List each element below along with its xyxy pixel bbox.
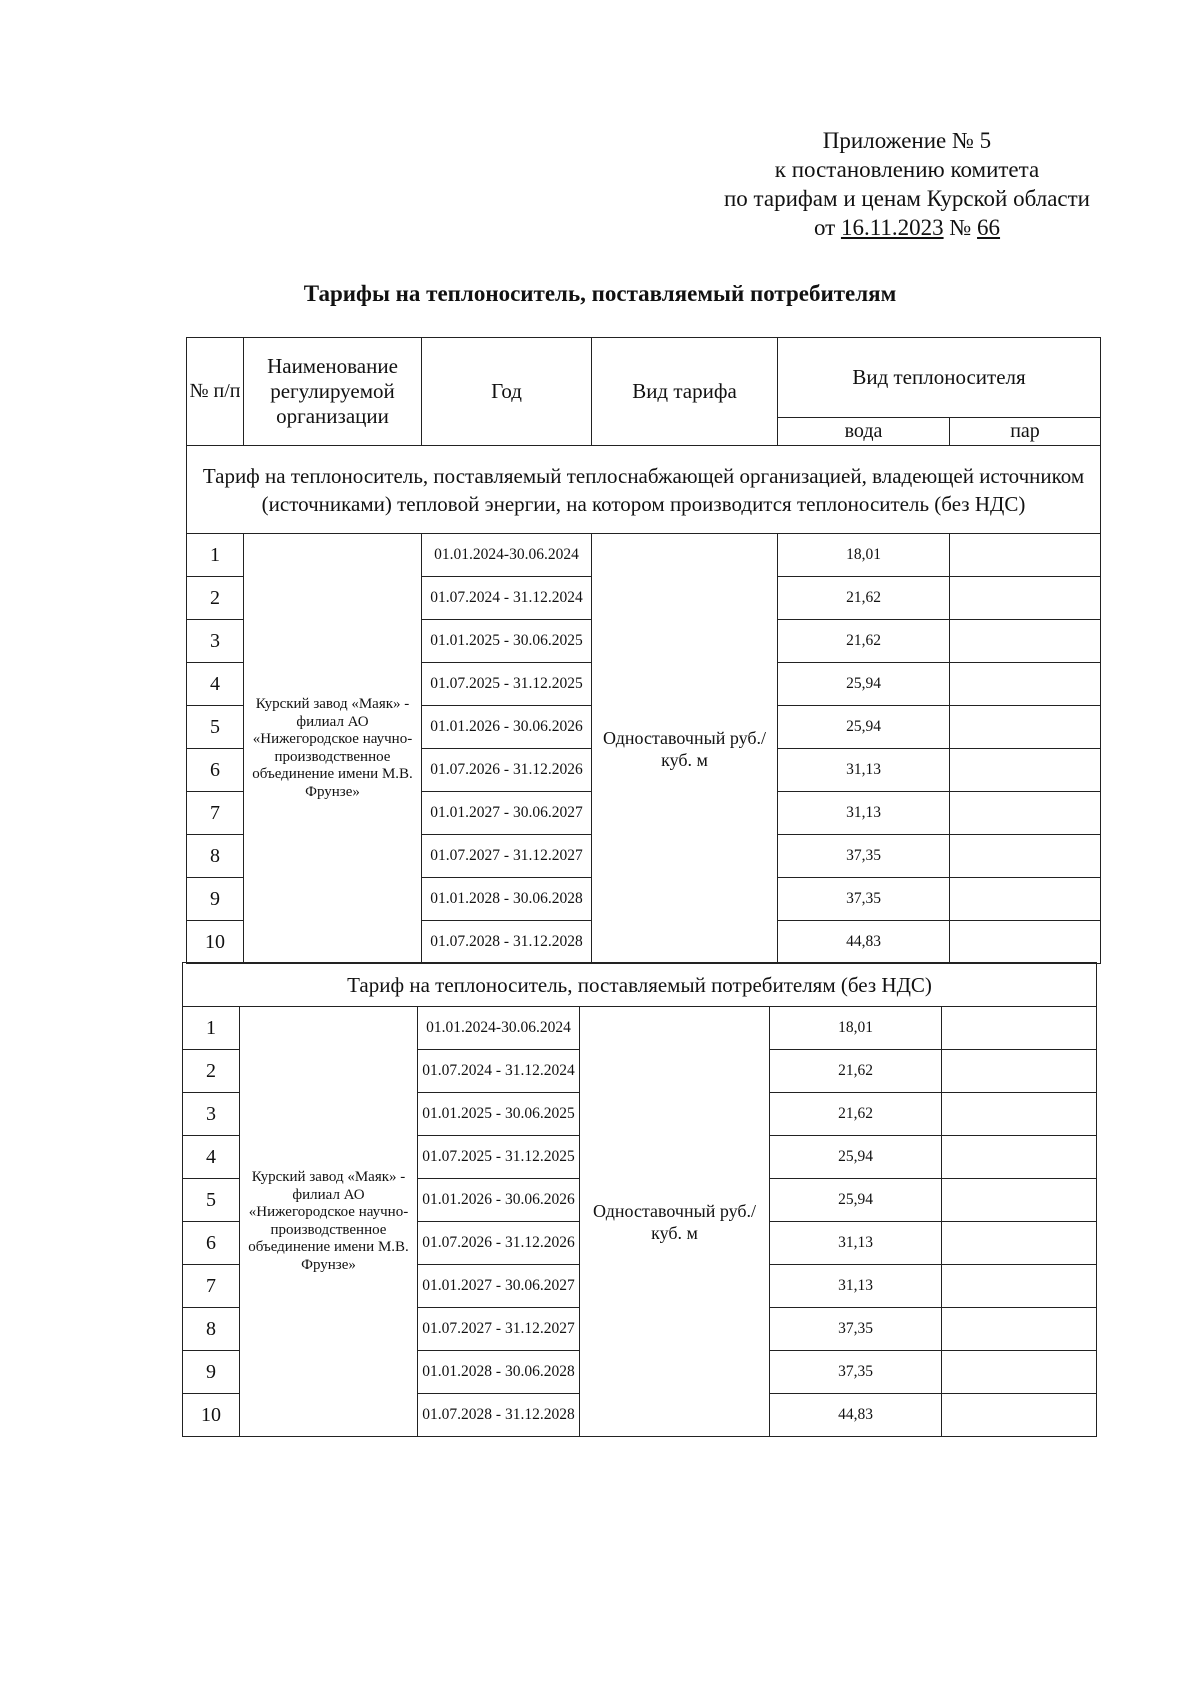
header-carrier-kind: Вид теплоносителя [778,338,1101,418]
date-prefix: от [813,215,841,240]
row-water-value: 21,62 [778,577,950,620]
row-num: 6 [183,1222,240,1265]
row-steam-value [950,706,1101,749]
row-num: 6 [187,749,244,792]
row-num: 5 [187,706,244,749]
row-water-value: 25,94 [770,1179,942,1222]
row-num: 7 [183,1265,240,1308]
row-num: 10 [183,1394,240,1437]
row-num: 10 [187,921,244,964]
header-org: Наименование регулируемой организации [244,338,422,446]
row-water-value: 18,01 [770,1007,942,1050]
row-steam-value [942,1265,1097,1308]
row-water-value: 21,62 [778,620,950,663]
row-num: 3 [187,620,244,663]
decree-number: 66 [977,215,1001,240]
row-water-value: 25,94 [778,663,950,706]
row-num: 2 [183,1050,240,1093]
row-steam-value [950,792,1101,835]
row-period: 01.07.2026 - 31.12.2026 [418,1222,580,1265]
row-steam-value [950,663,1101,706]
row-water-value: 31,13 [778,792,950,835]
row-period: 01.01.2028 - 30.06.2028 [422,878,592,921]
row-water-value: 25,94 [778,706,950,749]
row-num: 8 [183,1308,240,1351]
row-period: 01.01.2025 - 30.06.2025 [418,1093,580,1136]
row-period: 01.07.2027 - 31.12.2027 [418,1308,580,1351]
row-steam-value [950,921,1101,964]
organization-name: Курский завод «Маяк» - филиал АО «Нижегородское научно-производственное объединение имени М.В. Фрунзе» [244,534,422,964]
row-period: 01.01.2024-30.06.2024 [418,1007,580,1050]
number-prefix: № [943,215,978,240]
row-period: 01.07.2027 - 31.12.2027 [422,835,592,878]
header-water: вода [778,418,950,446]
row-steam-value [942,1050,1097,1093]
row-period: 01.07.2026 - 31.12.2026 [422,749,592,792]
row-steam-value [950,835,1101,878]
tariff-table-upper [186,337,1101,964]
row-period: 01.01.2027 - 30.06.2027 [422,792,592,835]
appendix-title: Приложение № 5 [822,128,992,153]
section-title-2: Тариф на теплоноситель, поставляемый потребителям (без НДС) [183,963,1097,1007]
row-period: 01.01.2025 - 30.06.2025 [422,620,592,663]
row-num: 8 [187,835,244,878]
header-tariff-kind: Вид тарифа [592,338,778,446]
document-title: Тарифы на теплоноситель, поставляемый потребителям [303,281,897,306]
row-period: 01.01.2024-30.06.2024 [422,534,592,577]
row-water-value: 31,13 [778,749,950,792]
row-steam-value [942,1351,1097,1394]
appendix-header [724,126,1090,242]
row-num: 4 [183,1136,240,1179]
row-water-value: 31,13 [770,1265,942,1308]
row-num: 1 [183,1007,240,1050]
row-water-value: 44,83 [778,921,950,964]
row-water-value: 31,13 [770,1222,942,1265]
tariff-kind: Одноставочный руб./куб. м [592,534,778,964]
row-water-value: 37,35 [770,1308,942,1351]
row-period: 01.07.2025 - 31.12.2025 [418,1136,580,1179]
row-num: 9 [183,1351,240,1394]
row-water-value: 37,35 [778,878,950,921]
header-steam: пар [950,418,1101,446]
row-num: 9 [187,878,244,921]
row-steam-value [950,577,1101,620]
row-water-value: 37,35 [770,1351,942,1394]
row-water-value: 18,01 [778,534,950,577]
row-period: 01.07.2025 - 31.12.2025 [422,663,592,706]
row-water-value: 25,94 [770,1136,942,1179]
row-period: 01.07.2028 - 31.12.2028 [418,1394,580,1437]
appendix-date-line [724,213,1090,242]
row-period: 01.01.2027 - 30.06.2027 [418,1265,580,1308]
row-period: 01.07.2024 - 31.12.2024 [422,577,592,620]
row-period: 01.07.2024 - 31.12.2024 [418,1050,580,1093]
row-steam-value [950,749,1101,792]
appendix-decree-line: к постановлению комитета [774,157,1040,182]
header-year: Год [422,338,592,446]
row-period: 01.01.2026 - 30.06.2026 [422,706,592,749]
row-period: 01.01.2026 - 30.06.2026 [418,1179,580,1222]
row-num: 5 [183,1179,240,1222]
row-period: 01.01.2028 - 30.06.2028 [418,1351,580,1394]
row-num: 3 [183,1093,240,1136]
row-period: 01.07.2028 - 31.12.2028 [422,921,592,964]
tariff-table-lower [182,962,1097,1437]
organization-name: Курский завод «Маяк» - филиал АО «Нижегородское научно-производственное объединение имени М.В. Фрунзе» [240,1007,418,1437]
row-water-value: 21,62 [770,1050,942,1093]
row-water-value: 21,62 [770,1093,942,1136]
row-steam-value [942,1394,1097,1437]
row-steam-value [950,620,1101,663]
row-steam-value [942,1007,1097,1050]
row-water-value: 44,83 [770,1394,942,1437]
row-num: 2 [187,577,244,620]
section-title-1: Тариф на теплоноситель, поставляемый теплоснабжающей организацией, владеющей источником (источниками) тепловой энергии, на котором производится теплоноситель (без НДС) [187,446,1101,534]
row-steam-value [942,1136,1097,1179]
row-num: 4 [187,663,244,706]
row-num: 1 [187,534,244,577]
row-steam-value [950,878,1101,921]
header-num: № п/п [187,338,244,446]
appendix-committee-line: по тарифам и ценам Курской области [724,186,1090,211]
row-steam-value [942,1222,1097,1265]
row-steam-value [942,1093,1097,1136]
row-num: 7 [187,792,244,835]
row-steam-value [942,1179,1097,1222]
row-water-value: 37,35 [778,835,950,878]
tariff-kind: Одноставочный руб./куб. м [580,1007,770,1437]
decree-date: 16.11.2023 [840,215,944,240]
row-steam-value [950,534,1101,577]
row-steam-value [942,1308,1097,1351]
